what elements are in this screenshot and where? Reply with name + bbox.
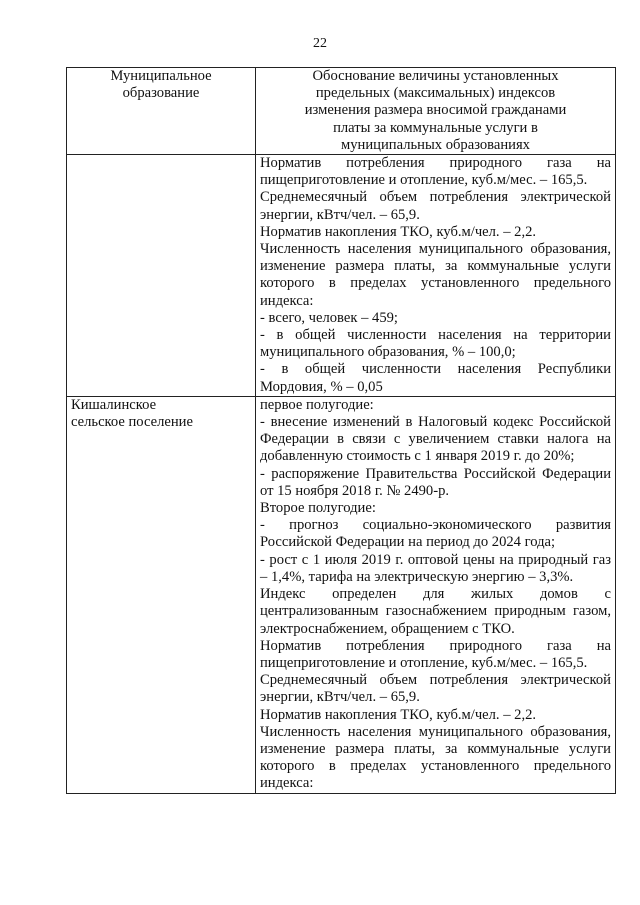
justification-paragraph: Индекс определен для жилых домов с централизованным газоснабжением природным газом, электроснабжением, обращением с ТКО. <box>260 586 611 637</box>
municipality-cell <box>67 155 256 397</box>
justification-paragraph: - в общей численности населения на территории муниципального образования, % – 100,0; <box>260 327 611 361</box>
justification-cell <box>256 155 616 397</box>
header-municipality-line: Муниципальное <box>110 68 212 84</box>
municipality-cell <box>67 396 256 793</box>
table-row <box>67 155 616 397</box>
justification-paragraph: Численность населения муниципального образования, изменение размера платы, за коммунальные услуги которого в пределах установленного предельного индекса: <box>260 723 611 792</box>
justification-paragraph: Норматив накопления ТКО, куб.м/чел. – 2,2. <box>260 706 537 723</box>
municipality-name-line: сельское поселение <box>71 414 193 431</box>
justification-paragraph: Численность населения муниципального образования, изменение размера платы, за коммунальные услуги которого в пределах установленного предельного индекса: <box>260 241 611 309</box>
table-header-row <box>67 68 616 155</box>
justification-paragraph: Норматив накопления ТКО, куб.м/чел. – 2,2. <box>260 223 537 240</box>
header-municipality-line: образование <box>122 85 200 102</box>
header-justification-line: изменения размера вносимой гражданами <box>304 102 567 119</box>
justification-paragraph: Второе полугодие: <box>260 500 376 517</box>
header-justification-line: муниципальных образованиях <box>341 136 530 153</box>
justification-paragraph: Норматив потребления природного газа на пищеприготовление и отопление, куб.м/мес. – 165,5. <box>260 155 611 189</box>
justification-cell <box>256 396 616 793</box>
municipality-name-line: Кишалинское <box>71 396 157 413</box>
header-justification-line: Обоснование величины установленных <box>312 68 559 84</box>
header-justification <box>256 68 616 155</box>
justification-paragraph: - прогноз социально-экономического развития Российской Федерации на период до 2024 года; <box>260 517 611 551</box>
header-justification-line: предельных (максимальных) индексов <box>315 85 556 102</box>
justification-paragraph: - рост с 1 июля 2019 г. оптовой цены на природный газ – 1,4%, тарифа на электрическую энергию – 3,3%. <box>260 551 611 585</box>
justification-table <box>66 67 616 794</box>
justification-paragraph: Среднемесячный объем потребления электрической энергии, кВтч/чел. – 65,9. <box>260 189 611 223</box>
header-justification-line: платы за коммунальные услуги в <box>333 119 538 136</box>
table-row <box>67 396 616 793</box>
justification-paragraph: Норматив потребления природного газа на пищеприготовление и отопление, куб.м/мес. – 165,5. <box>260 637 611 671</box>
justification-paragraph: первое полугодие: <box>260 396 374 413</box>
justification-paragraph: - распоряжение Правительства Российской Федерации от 15 ноября 2018 г. № 2490-р. <box>260 465 611 499</box>
justification-paragraph: - в общей численности населения Республики Мордовия, % – 0,05 <box>260 361 611 395</box>
header-municipality <box>67 68 256 155</box>
justification-paragraph: - внесение изменений в Налоговый кодекс Российской Федерации в связи с увеличением ставки налога на добавленную стоимость с 1 января 2019 г. до 20%; <box>260 414 611 465</box>
justification-paragraph: Среднемесячный объем потребления электрической энергии, кВтч/чел. – 65,9. <box>260 672 611 706</box>
justification-paragraph: - всего, человек – 459; <box>260 309 398 326</box>
page-number: 22 <box>313 36 327 51</box>
